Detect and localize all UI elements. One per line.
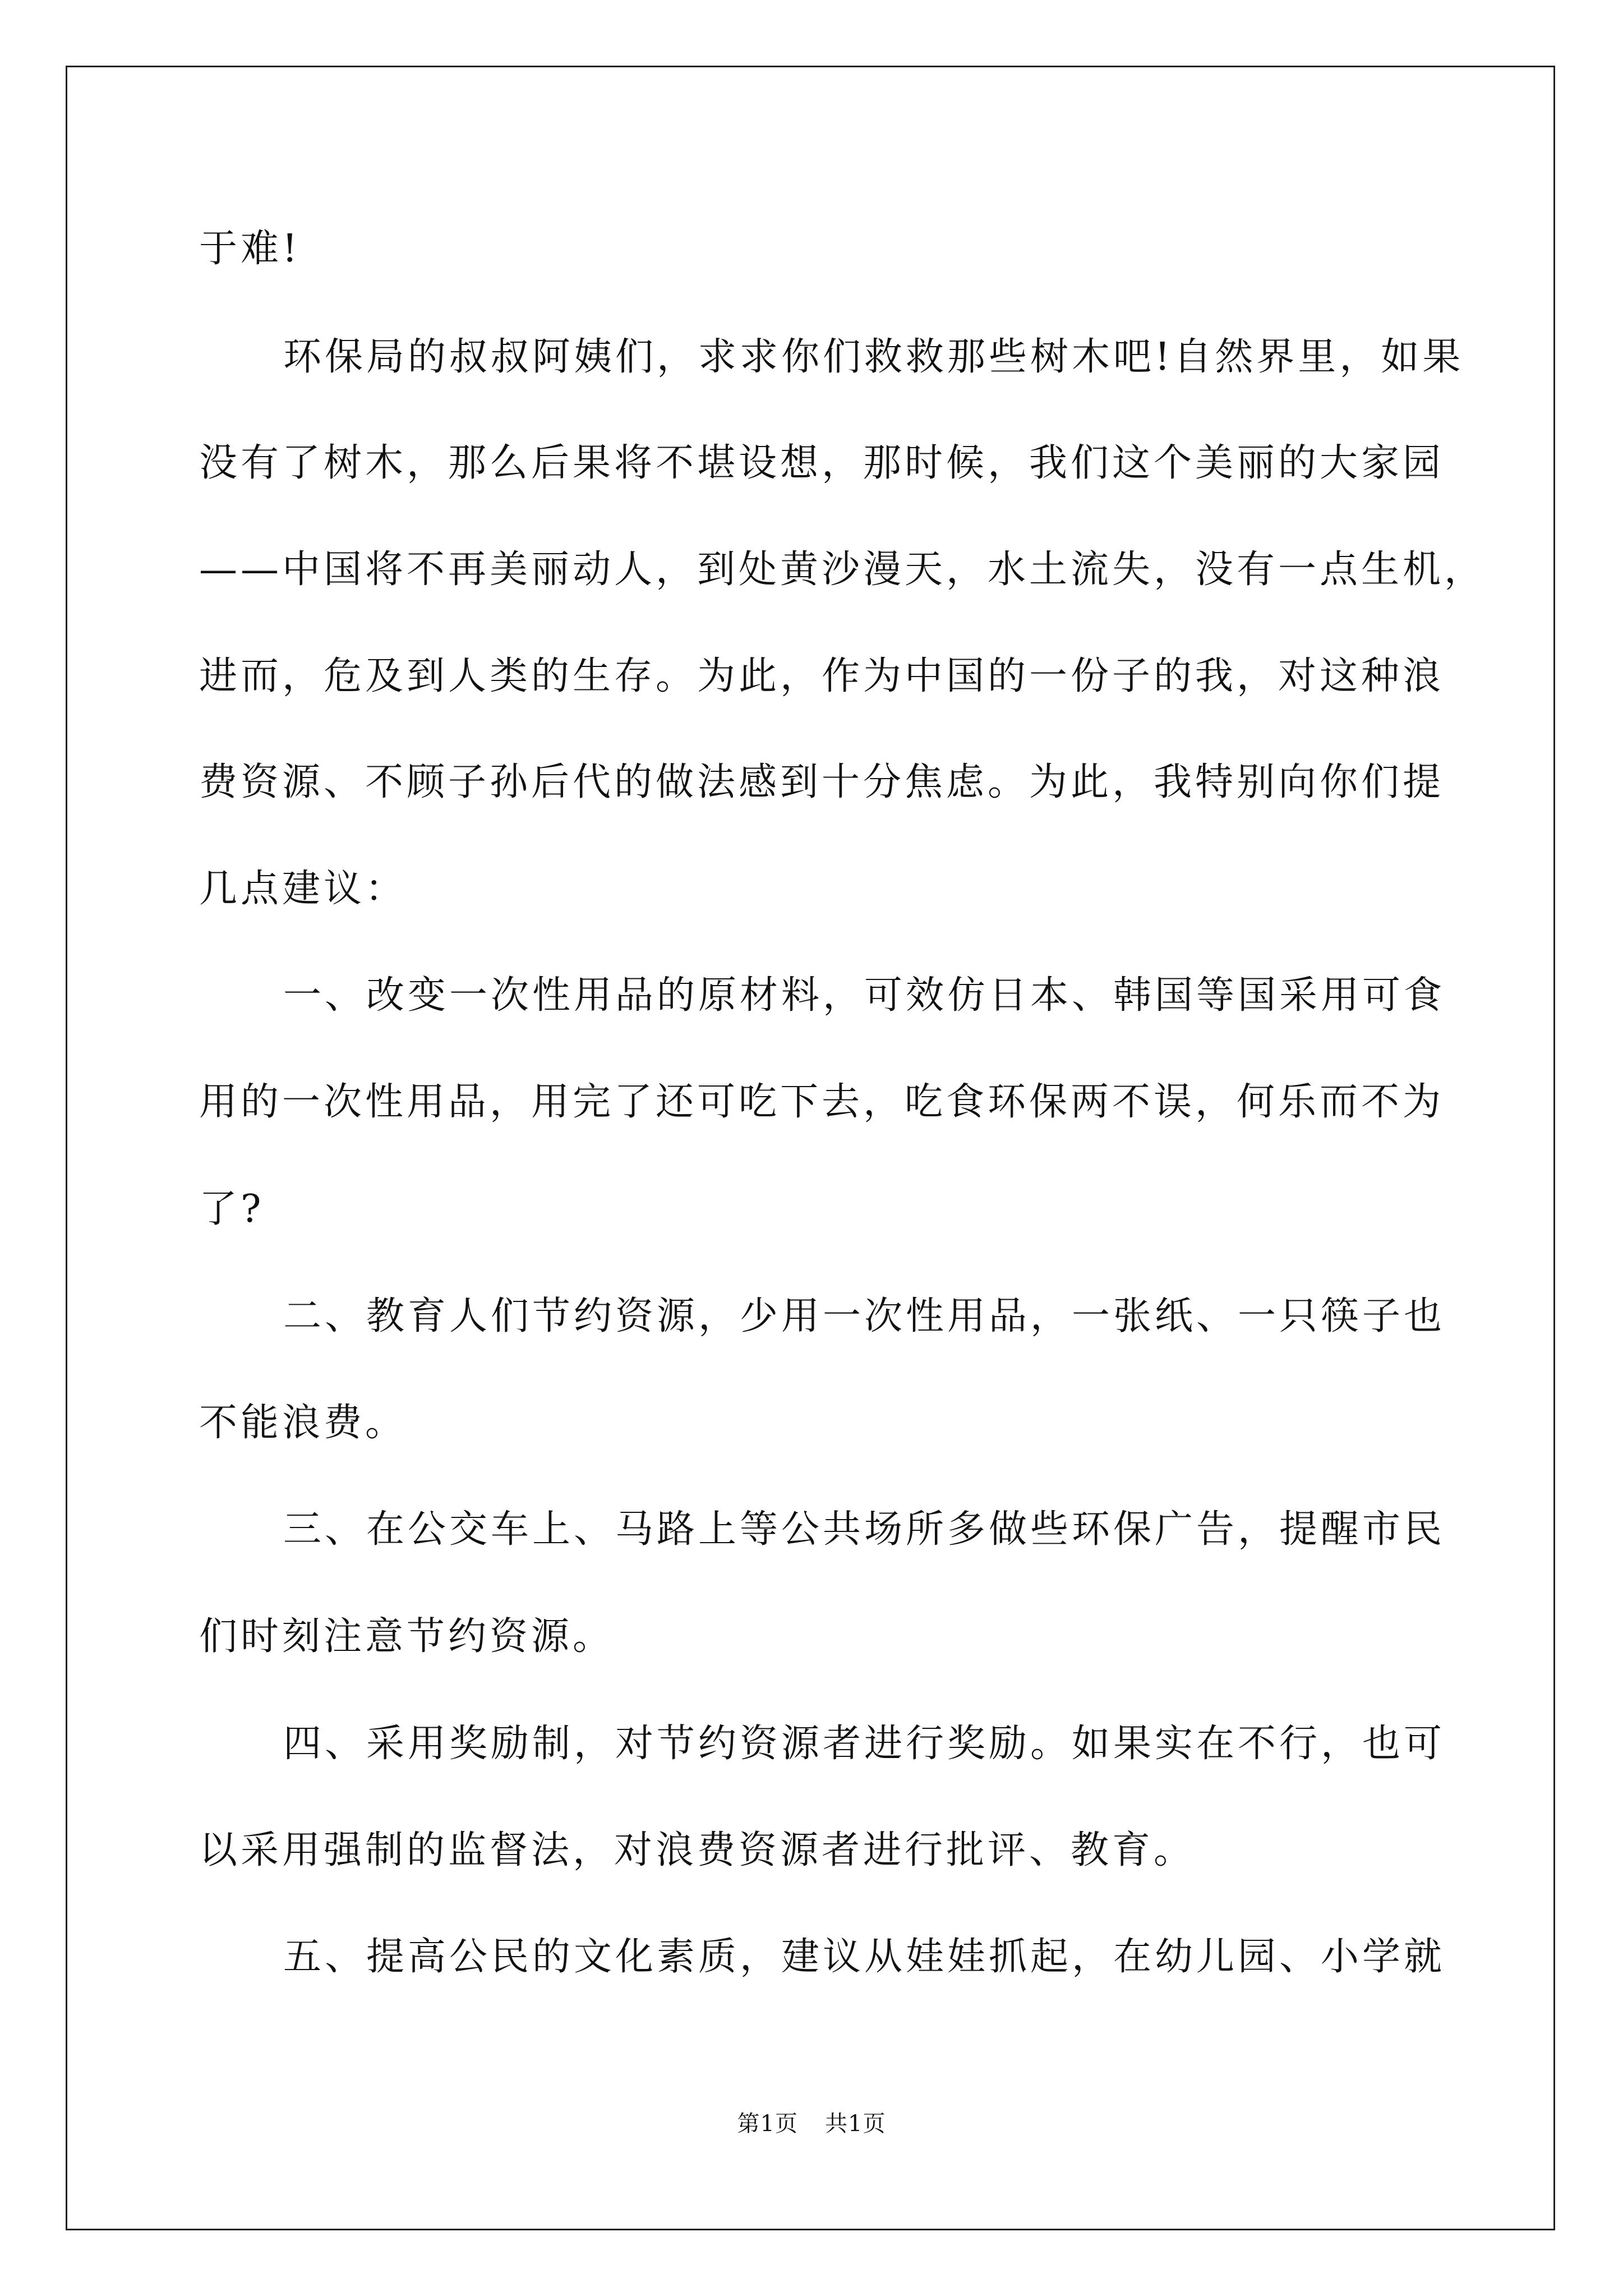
text-line: 几点建议： [199, 867, 407, 911]
page-number: 第1页 [737, 2111, 798, 2137]
text-line: 于难! [199, 227, 301, 271]
page-border [66, 66, 1555, 2230]
page-total: 共1页 [825, 2111, 886, 2137]
text-line: 用的一次性用品，用完了还可吃下去，吃食环保两不误，何乐而不为 [199, 1080, 1445, 1124]
text-line: 二、教育人们节约资源，少用一次性用品，一张纸、一只筷子也 [283, 1294, 1446, 1338]
text-line: 五、提高公民的文化素质，建议从娃娃抓起，在幼儿园、小学就 [283, 1935, 1446, 1979]
text-line: 进而，危及到人类的生存。为此，作为中国的一份子的我，对这种浪 [199, 654, 1445, 698]
text-line: 四、采用奖励制，对节约资源者进行奖励。如果实在不行，也可 [283, 1722, 1446, 1766]
text-line: ——中国将不再美丽动人，到处黄沙漫天，水土流失，没有一点生机， [199, 547, 1486, 592]
text-line: 以采用强制的监督法，对浪费资源者进行批评、教育。 [199, 1828, 1196, 1872]
text-line: 费资源、不顾子孙后代的做法感到十分焦虑。为此，我特别向你们提 [199, 760, 1445, 804]
page-footer [0, 2110, 1623, 2137]
text-line: 没有了树木，那么后果将不堪设想，那时候，我们这个美丽的大家园 [199, 441, 1445, 485]
text-line: 一、改变一次性用品的原材料，可效仿日本、韩国等国采用可食 [283, 973, 1446, 1018]
text-line: 们时刻注意节约资源。 [199, 1614, 615, 1659]
text-line: 三、在公交车上、马路上等公共场所多做些环保广告，提醒市民 [283, 1507, 1446, 1552]
text-line: 环保局的叔叔阿姨们，求求你们救救那些树木吧!自然界里，如果 [283, 335, 1464, 379]
text-line: 了? [199, 1187, 265, 1231]
text-line: 不能浪费。 [199, 1401, 407, 1445]
